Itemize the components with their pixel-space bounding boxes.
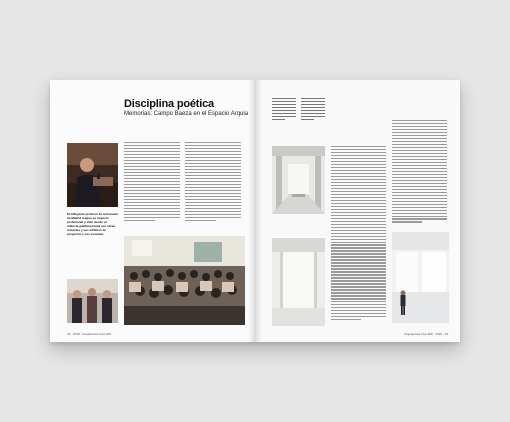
audience-photo	[124, 236, 245, 325]
gallery-photo	[392, 232, 449, 323]
white-space-photo	[272, 238, 325, 326]
body-column-1	[124, 142, 180, 223]
article-subtitle: Memorias: Campo Baeza en el Espacio Arquia	[124, 111, 249, 117]
right-page	[255, 80, 460, 342]
article-title: Disciplina poética	[124, 98, 214, 110]
right-folio: Arquitectura Viva 208 · 2018 · 33	[404, 332, 448, 336]
body-column-3	[331, 146, 386, 322]
building-interior-photo	[272, 146, 325, 214]
sidebar-text-1	[272, 98, 296, 122]
speaker-caption: El influyente profesor de la Escuela de Madrid repasó su trayecto profesional y vital, desde su infancia gaditana hasta sus obras recientes y sus edificios de proyectos y sus escuelas.	[67, 212, 118, 236]
sidebar-text-2	[301, 98, 325, 122]
left-folio: 32 · 2018 · Arquitectura Viva 208	[67, 332, 111, 336]
body-column-4	[392, 120, 447, 224]
body-column-2	[185, 142, 241, 223]
magazine-spread	[50, 80, 460, 342]
left-page	[50, 80, 255, 342]
speaker-photo	[67, 143, 118, 207]
group-photo	[67, 279, 118, 323]
